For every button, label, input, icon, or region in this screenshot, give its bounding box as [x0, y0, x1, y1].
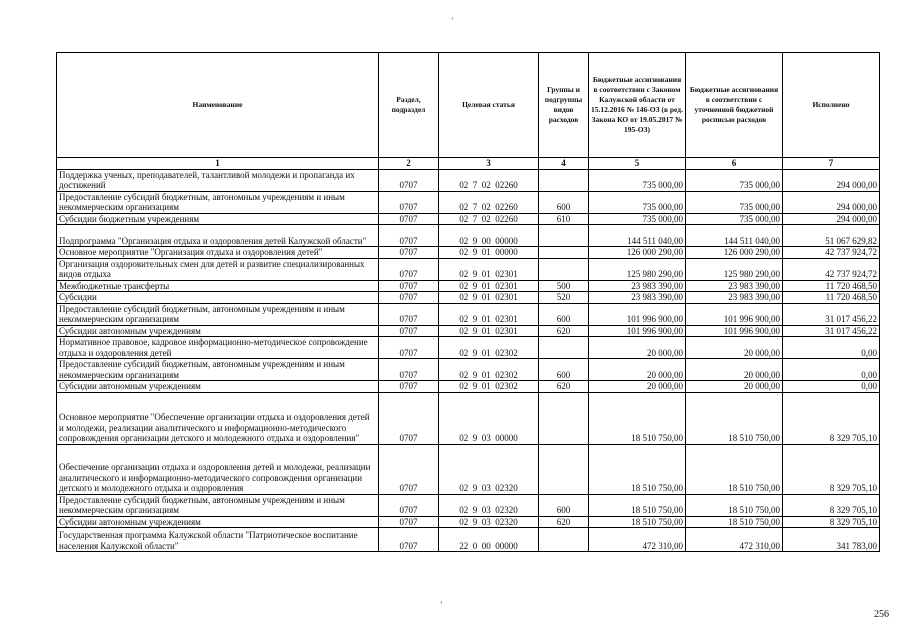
row-plan: 472 310,00 [686, 528, 783, 552]
row-law: 20 000,00 [589, 381, 686, 393]
row-section: 0707 [379, 280, 439, 292]
row-law: 18 510 750,00 [589, 392, 686, 444]
row-section: 0707 [379, 303, 439, 325]
row-group [539, 225, 589, 247]
table-row [57, 444, 880, 494]
scan-mark-bottom: ʼ [440, 600, 443, 609]
row-target: 22 0 00 00000 [439, 528, 539, 552]
row-plan: 125 980 290,00 [686, 258, 783, 280]
row-group: 620 [539, 516, 589, 528]
table-row [57, 247, 880, 259]
row-done: 31 017 456,22 [783, 303, 880, 325]
table-row [57, 516, 880, 528]
row-done: 11 720 468,50 [783, 292, 880, 304]
table-row [57, 325, 880, 337]
row-name: Предоставление субсидий бюджетным, автономным учреждениям и иным некоммерческим организациям [57, 303, 379, 325]
row-law: 18 510 750,00 [589, 444, 686, 494]
table-row [57, 494, 880, 516]
row-law: 735 000,00 [589, 169, 686, 191]
row-name: Межбюджетные трансферты [57, 280, 379, 292]
row-law: 144 511 040,00 [589, 225, 686, 247]
table-row [57, 528, 880, 552]
row-done: 31 017 456,22 [783, 325, 880, 337]
scan-mark-top: ʼ [451, 16, 454, 25]
table-header-row [57, 53, 880, 158]
row-section: 0707 [379, 292, 439, 304]
row-law: 735 000,00 [589, 213, 686, 225]
row-target: 02 9 01 02301 [439, 292, 539, 304]
row-name: Субсидии бюджетным учреждениям [57, 213, 379, 225]
table-row [57, 191, 880, 213]
row-plan: 735 000,00 [686, 213, 783, 225]
row-target: 02 7 02 02260 [439, 191, 539, 213]
row-done: 0,00 [783, 381, 880, 393]
row-group: 620 [539, 325, 589, 337]
row-done: 8 329 705,10 [783, 516, 880, 528]
row-target: 02 9 03 00000 [439, 392, 539, 444]
row-done: 51 067 629,82 [783, 225, 880, 247]
row-done: 294 000,00 [783, 191, 880, 213]
row-name: Субсидии автономным учреждениям [57, 325, 379, 337]
row-section: 0707 [379, 337, 439, 359]
row-target: 02 9 03 02320 [439, 494, 539, 516]
row-group: 500 [539, 280, 589, 292]
header-executed: Исполнено [783, 53, 880, 158]
row-section: 0707 [379, 494, 439, 516]
row-plan: 20 000,00 [686, 337, 783, 359]
row-name: Субсидии автономным учреждениям [57, 516, 379, 528]
row-section: 0707 [379, 225, 439, 247]
row-group [539, 392, 589, 444]
table-row [57, 359, 880, 381]
row-plan: 18 510 750,00 [686, 516, 783, 528]
header-law-allocation: Бюджетные ассигнования в соответствии с Законом Калужской области от 15.12.2016 № 146-ОЗ (в ред. Закона КО от 19.05.2017 № 195-ОЗ) [589, 53, 686, 158]
row-group: 610 [539, 213, 589, 225]
row-section: 0707 [379, 516, 439, 528]
row-target: 02 9 01 02302 [439, 359, 539, 381]
budget-table [56, 52, 880, 552]
row-group: 520 [539, 292, 589, 304]
row-name: Предоставление субсидий бюджетным, автономным учреждениям и иным некоммерческим организациям [57, 359, 379, 381]
row-target: 02 9 03 02320 [439, 444, 539, 494]
row-name: Поддержка ученых, преподавателей, талантливой молодежи и пропаганда их достижений [57, 169, 379, 191]
row-section: 0707 [379, 392, 439, 444]
row-group [539, 337, 589, 359]
row-done: 8 329 705,10 [783, 494, 880, 516]
table-row [57, 213, 880, 225]
header-name: Наименование [57, 53, 379, 158]
row-target: 02 7 02 02260 [439, 213, 539, 225]
row-plan: 735 000,00 [686, 169, 783, 191]
row-law: 20 000,00 [589, 359, 686, 381]
row-name: Предоставление субсидий бюджетным, автономным учреждениям и иным некоммерческим организациям [57, 494, 379, 516]
column-number: 5 [589, 158, 686, 170]
row-target: 02 9 01 02301 [439, 258, 539, 280]
row-group [539, 444, 589, 494]
row-target: 02 9 01 02301 [439, 280, 539, 292]
row-done: 294 000,00 [783, 213, 880, 225]
row-section: 0707 [379, 528, 439, 552]
row-section: 0707 [379, 169, 439, 191]
row-target: 02 9 01 02301 [439, 303, 539, 325]
row-law: 18 510 750,00 [589, 494, 686, 516]
table-row [57, 169, 880, 191]
row-plan: 18 510 750,00 [686, 494, 783, 516]
row-group: 620 [539, 381, 589, 393]
row-section: 0707 [379, 213, 439, 225]
row-group [539, 528, 589, 552]
row-name: Организация оздоровительных смен для детей и развитие специализированных видов отдыха [57, 258, 379, 280]
row-plan: 23 983 390,00 [686, 280, 783, 292]
row-target: 02 9 03 02320 [439, 516, 539, 528]
table-row [57, 381, 880, 393]
row-group: 600 [539, 494, 589, 516]
row-target: 02 9 00 00000 [439, 225, 539, 247]
row-law: 23 983 390,00 [589, 292, 686, 304]
row-section: 0707 [379, 191, 439, 213]
row-section: 0707 [379, 359, 439, 381]
row-group: 600 [539, 359, 589, 381]
column-number: 4 [539, 158, 589, 170]
row-name: Основное мероприятие "Обеспечение организации отдыха и оздоровления детей и молодежи, реализации аналитического и информационно-методического сопровождения организации детского и молодежного отдыха и оздоровления" [57, 392, 379, 444]
row-group: 600 [539, 191, 589, 213]
table-row [57, 280, 880, 292]
row-law: 125 980 290,00 [589, 258, 686, 280]
row-name: Субсидии [57, 292, 379, 304]
table-row [57, 258, 880, 280]
row-done: 0,00 [783, 359, 880, 381]
row-plan: 23 983 390,00 [686, 292, 783, 304]
table-row [57, 337, 880, 359]
row-section: 0707 [379, 247, 439, 259]
row-plan: 101 996 900,00 [686, 325, 783, 337]
row-name: Субсидии автономным учреждениям [57, 381, 379, 393]
row-target: 02 9 01 02301 [439, 325, 539, 337]
row-done: 42 737 924,72 [783, 247, 880, 259]
row-law: 20 000,00 [589, 337, 686, 359]
column-number: 3 [439, 158, 539, 170]
row-name: Подпрограмма "Организация отдыха и оздоровления детей Калужской области" [57, 225, 379, 247]
page-number: 256 [874, 609, 889, 620]
row-name: Предоставление субсидий бюджетным, автономным учреждениям и иным некоммерческим организациям [57, 191, 379, 213]
table-row [57, 392, 880, 444]
row-group [539, 247, 589, 259]
row-plan: 20 000,00 [686, 381, 783, 393]
row-target: 02 9 01 02302 [439, 381, 539, 393]
row-group [539, 258, 589, 280]
column-number: 7 [783, 158, 880, 170]
row-done: 8 329 705,10 [783, 392, 880, 444]
column-number-row [57, 158, 880, 170]
row-plan: 18 510 750,00 [686, 444, 783, 494]
row-done: 0,00 [783, 337, 880, 359]
row-plan: 144 511 040,00 [686, 225, 783, 247]
row-done: 341 783,00 [783, 528, 880, 552]
row-group: 600 [539, 303, 589, 325]
row-plan: 20 000,00 [686, 359, 783, 381]
row-plan: 101 996 900,00 [686, 303, 783, 325]
row-name: Обеспечение организации отдыха и оздоровления детей и молодежи, реализации аналитического и информационно-методического сопровождения организации детского и молодежного отдыха и оздоровления [57, 444, 379, 494]
row-law: 18 510 750,00 [589, 516, 686, 528]
row-law: 472 310,00 [589, 528, 686, 552]
row-section: 0707 [379, 325, 439, 337]
header-group: Группы и подгруппы видов расходов [539, 53, 589, 158]
table-row [57, 303, 880, 325]
column-number: 2 [379, 158, 439, 170]
row-done: 42 737 924,72 [783, 258, 880, 280]
row-done: 11 720 468,50 [783, 280, 880, 292]
row-plan: 735 000,00 [686, 191, 783, 213]
header-section: Раздел, подраздел [379, 53, 439, 158]
row-section: 0707 [379, 258, 439, 280]
row-target: 02 9 01 02302 [439, 337, 539, 359]
header-target: Целевая статья [439, 53, 539, 158]
row-target: 02 9 01 00000 [439, 247, 539, 259]
row-section: 0707 [379, 381, 439, 393]
row-name: Нормативное правовое, кадровое информационно-методическое сопровождение отдыха и оздоровления детей [57, 337, 379, 359]
column-number: 1 [57, 158, 379, 170]
column-number: 6 [686, 158, 783, 170]
row-done: 294 000,00 [783, 169, 880, 191]
row-name: Основное мероприятие "Организация отдыха и оздоровления детей" [57, 247, 379, 259]
header-plan-allocation: Бюджетные ассигнования в соответствии с уточненной бюджетной росписью расходов [686, 53, 783, 158]
table-row [57, 292, 880, 304]
row-law: 735 000,00 [589, 191, 686, 213]
row-target: 02 7 02 02260 [439, 169, 539, 191]
row-law: 126 000 290,00 [589, 247, 686, 259]
row-name: Государственная программа Калужской области "Патриотическое воспитание населения Калужской области" [57, 528, 379, 552]
row-done: 8 329 705,10 [783, 444, 880, 494]
row-law: 23 983 390,00 [589, 280, 686, 292]
row-law: 101 996 900,00 [589, 303, 686, 325]
table-row [57, 225, 880, 247]
row-section: 0707 [379, 444, 439, 494]
row-plan: 126 000 290,00 [686, 247, 783, 259]
row-law: 101 996 900,00 [589, 325, 686, 337]
row-group [539, 169, 589, 191]
row-plan: 18 510 750,00 [686, 392, 783, 444]
